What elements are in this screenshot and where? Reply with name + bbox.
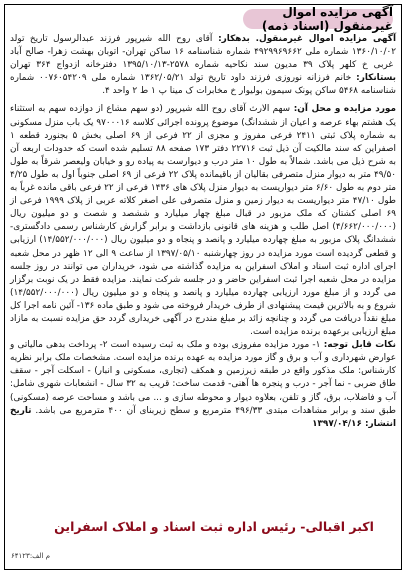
- property-details: سهم الارث آقای روح الله شیرپور (دو سهم مشاع از دوازده سهم به استثناء یک هشتم بهاء عرصه و اعیان از ششدانگ) موضوع پرونده اجرائی کلاسه ۹۷۰۰۰۱۶ یک باب منزل مسکونی به شماره پلاک ثبتی ۲۴۱۱ فرعی مفروز و مجزی از ۲۲ فرعی از ۶۹ اصلی بخش ۵ بجنورد قطعه ۱ اصفراین که سند مالکیت آن ذیل ثبت ۲۲۷۱۶ دفتر ۱۷۳ صفحه ۸۸ تسلیم شده است که حدودات اربعه آن به شرح ذیل می باشد. شمالاً به طول ۱۰ متر درب و دیوارست به پیاده رو و خیابان ولیعصر شرقاً به طول ۴۹/۵۰ متر به دیوار منزل متصرفی بقالیان از باقیمانده پلاک ۲۲ فرعی از ۶۹ اصلی جنوباً اول به طول ۴/۲۵ متر دوم به طول ۶/۶۰ متر دیواریست به دیوار منزل پلاک های ۱۴۳۶ فرعی از ۲۲ فرعی باقی مانده غرباً به طول ۴۷/۱۰ متر دیواریست به دیوار زمین و منزل متصرفی علی اصغر کلاته عربی از پلاک ۱۹۹۹ فرعی از ۶۹ اصلی کشتان که ملک مزبور در قبال مبلغ چهار میلیارد و ششصد و شصت و دو میلیون ریال (۴/۶۶۲/۰۰۰/۰۰۰) اصل طلب و هزینه های قانونی بازداشت و برابر گزارش کارشناس رسمی دادگستری- ششدانگ پلاک مزبور به مبلغ چهارده میلیارد و پانصد و پنجاه و دو میلیون ریال (۱۴/۵۵۲/۰۰۰/۰۰۰) ارزیابی و قطعی گردیده است مورد مزایده در روز چهارشنبه ۱۳۹۷/۰۵/۱۰ از ساعت ۹ الی ۱۲ ظهر در محل شعبه اجرای اداره ثبت اسناد و املاک اسفراین به مزایده گذاشته می شود، خریداران می توانند در روز جلسه مزایده در محل شعبه اجرا ثبت اسفراین حاضر و در جلسه شرکت نمایند. مزایده فقط در یک نوبت برگزار می گردد و از مبلغ مورد ارزیابی چهارده میلیارد و پانصد و پنجاه و دو میلیون ریال (۱۴/۵۵۲/۰۰۰/۰۰۰) شروع و به بالاترین قیمت پیشنهادی از طرف خریدار فروخته می شود و طبق ماده ۱۳۶- آئین نامه اجرا کل مبلغ نقداً دریافت می گردد و چنانچه زائد بر مبلغ مندرج در آگهی خریداری گردد حق مزایده نسبت به مازاد مبلغ ارزیابی برعهده برنده مزایده است.: [10, 104, 397, 338]
- notice-label: آگهی مزایده اموال غیرمنقول.: [249, 34, 396, 44]
- creditor-label: بستانکار:: [351, 73, 396, 84]
- notes-details: ۱- مورد مزایده مفروزی بوده و ملک به ثبت رسیده است ۲- پرداخت بدهی مالیاتی و عوارض شهرداری و آب و برق و گاز مورد مزایده به عهده برنده مزایده است. مشخصات ملک برابر نظریه کارشناس: ملک مذکور واقع در طبقه زیرزمین و همکف (تجاری، مسکونی و انبار) - اسکلت آجر - سقف طاق ضربی - نما آجر - درب و پنجره ها آهنی- قدمت ساخت: قریب به ۳۲ سال - انشعابات شهری شامل: آب و فاضلاب، برق، گاز و تلفن، بعلاوه دیوار و محوطه سازی و ... می باشد و مساحت عرصه (مسکونی) طبق سند و برابر مشاهدات مبتدی ۴۹۶/۳۳ مترمربع و سطح زیربنای آن ۴۰۰ مترمربع می باشد.: [10, 340, 396, 416]
- property-paragraph: [10, 103, 396, 339]
- auction-notice: [4, 4, 402, 570]
- publication-date: ۱۳۹۷/۰۴/۱۶: [312, 418, 362, 429]
- publication-label: تاریخ انتشار:: [10, 405, 396, 429]
- creditor-details: خانم فرزانه نوروزی فرزند داود تاریخ تولد ۱۳۶۲/۰۵/۲۱ شماره ملی ۰۰۷۶۰۵۴۲۰۹ شماره شناسنامه ۵۴۶۸ ساکن پونک سیمون بولیوار خ مخابرات ک مینا پ ۱ ط ۲ واحد ۴.: [10, 73, 396, 97]
- notes-label: نکات قابل توجه:: [320, 340, 397, 351]
- signature-line: اکبر اقبالی- رئیس اداره ثبت اسناد و املاک اسفراین: [54, 519, 374, 534]
- parties-paragraph: [10, 33, 396, 98]
- property-label: مورد مزایده و محل آن:: [290, 104, 396, 115]
- debtor-details: آقای روح الله شیرپور فرزند عبدالرسول تاریخ تولد ۱۳۶۰/۱۰/۰۲ شماره ملی ۴۹۲۹۹۶۹۶۶۲ شماره شناسنامه ۱۶ ساکن تهران- اتوبان بهشت زهرا- صالح آباد غربی خ کلهر پلاک ۳۹ مدیون سند نکاحیه شماره ۲۵۷۸-۱۳۹۵/۱۰/۱۳ دفترخانه ازدواج ۳۶۴ تهران: [10, 34, 397, 71]
- notice-body: [10, 33, 396, 431]
- notes-paragraph: [10, 339, 396, 431]
- debtor-label: بدهکار:: [212, 34, 250, 44]
- notice-title-banner: [243, 5, 393, 33]
- notice-title: آگهی مزایده اموال غیرمنقول (اسناد ذمه): [261, 5, 393, 33]
- reference-code: م الف:۶۴۱۲۳: [11, 552, 51, 560]
